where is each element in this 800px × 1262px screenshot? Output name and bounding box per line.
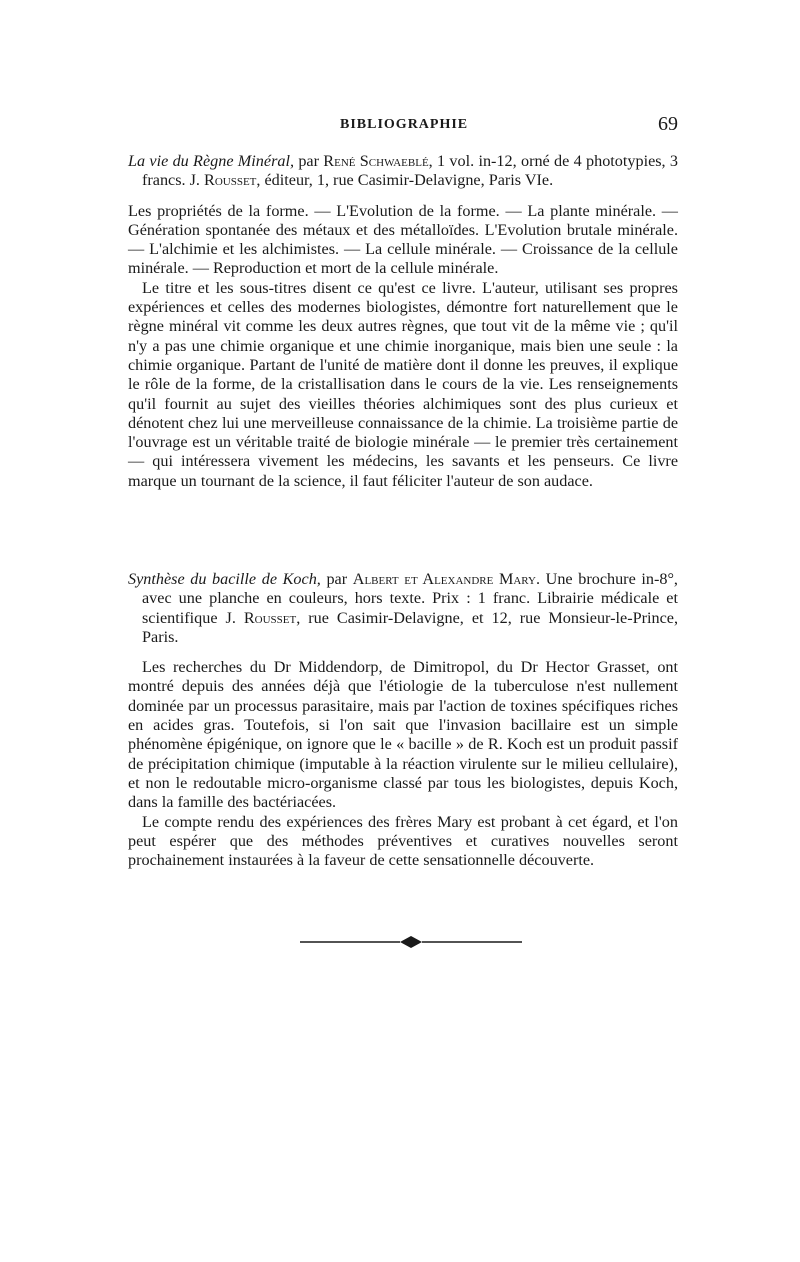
table-of-contents: Les propriétés de la forme. — L'Evolution de la forme. — La plante minérale. — Génération spontanée des métaux et des métalloïdes. L'Evolution brutale minérale. — L'alchimie et les alchimistes. — La cellule minérale. — Croissance de la cellule minérale. — Reproduction et mort de la cellule minérale. [128,201,678,278]
citation-by: par [320,570,353,588]
entry-citation [128,152,678,191]
citation-address: éditeur, 1, rue Casimir-Delavigne, Paris VIe. [260,171,554,190]
author-name: Albert et Alexandre Mary. [352,570,541,588]
author-name: René Schwaeblé, [323,152,433,170]
running-title: BIBLIOGRAPHIE [340,117,469,132]
citation-address: rue Casimir-Delavigne, et 12, rue Monsieur-le-Prince, Paris. [142,608,678,646]
review-paragraph: Les recherches du Dr Middendorp, de Dimitropol, du Dr Hector Grasset, ont montré depuis des années déjà que l'étiologie de la tuberculose n'est nullement dominée par un processus parasitaire, mais par l'action de toxines spécifiques riches en acides gras. Toutefois, si l'on sait que l'invasion bacillaire est un simple phénomène épigénique, on ignore que le « bacille » de R. Koch est un produit passif de précipitation chimique (imputable à la réaction virulente sur le milieu cellulaire), et non le redoutable micro-organisme classé par tous les biologistes, depuis Koch, dans la famille des bactériacées. [128,658,678,812]
section-end-ornament [300,934,522,950]
book-title: Synthèse du bacille de Koch, [128,570,321,588]
bibliography-entry [128,152,678,491]
running-head [128,113,678,139]
citation-details: Une brochure in-8°, avec une planche en couleurs, hors texte. Prix : 1 franc. Librairie médicale et scientifique J. [142,570,678,627]
review-paragraph: Le titre et les sous-titres disent ce qu'est ce livre. L'auteur, utilisant ses propres expériences et celles des modernes biologistes, démontre fort naturellement que le règne minéral vit comme les deux autres règnes, que tout vit de la même vie ; qu'il n'y a pas une chimie organique et une chimie inorganique, mais bien une seule : la chimie organique. Partant de l'unité de matière dont il donne les preuves, il explique le rôle de la forme, de la cristallisation dans le cours de la vie. Les renseignements qu'il fournit au sujet des vieilles théories alchimiques sont des plus curieux et dénotent chez lui une merveilleuse connaissance de la chimie. La troisième partie de l'ouvrage est un véritable traité de biologie minérale — le premier très certainement — qui intéressera vivement les médecins, les savants et les penseurs. Ce livre marque un tournant de la science, il faut féliciter l'auteur de son audace. [128,278,678,490]
page-number: 69 [658,113,678,135]
citation-details: 1 vol. in-12, orné de 4 phototypies, 3 francs. J. [142,152,679,190]
review-paragraph: Le compte rendu des expériences des frères Mary est probant à cet égard, et l'on peut espérer que des méthodes préventives et curatives nouvelles seront prochainement instaurées à la faveur de cette sensationnelle découverte. [128,812,678,870]
bibliography-entry [128,570,678,870]
publisher-name: Rousset, [243,608,301,627]
publisher-name: Rousset, [204,171,261,190]
book-title: La vie du Règne Minéral, [128,152,295,170]
entry-citation [128,570,678,647]
citation-by: par [294,152,324,170]
